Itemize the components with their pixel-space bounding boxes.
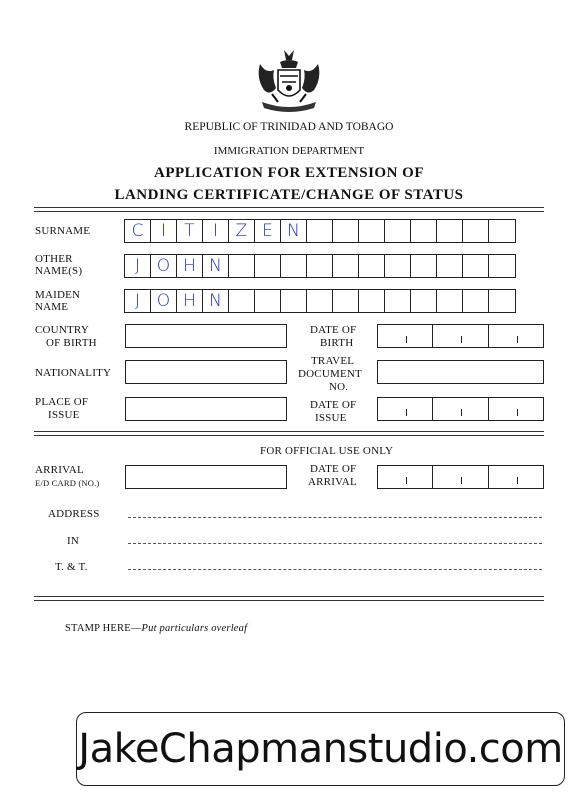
- date-of-birth-field[interactable]: [377, 324, 544, 348]
- date-of-issue-field[interactable]: [377, 397, 544, 421]
- other-names-label-2: NAME(S): [35, 265, 83, 277]
- letter-cell[interactable]: [437, 220, 463, 242]
- date-of-arrival-field[interactable]: [377, 465, 544, 489]
- divider-middle-2: [34, 435, 544, 436]
- letter-cell[interactable]: O: [151, 255, 177, 277]
- letter-cell[interactable]: [307, 290, 333, 312]
- travel-document-label-2: DOCUMENT: [298, 368, 362, 380]
- letter-cell[interactable]: [281, 255, 307, 277]
- place-of-issue-label-1: PLACE OF: [35, 396, 89, 408]
- letter-cell[interactable]: [411, 220, 437, 242]
- letter-cell[interactable]: J: [125, 255, 151, 277]
- date-of-arrival-label-1: DATE OF: [310, 463, 357, 475]
- travel-document-label-1: TRAVEL: [311, 355, 355, 367]
- country-of-birth-label-2: OF BIRTH: [46, 337, 97, 349]
- other-names-field[interactable]: [124, 254, 516, 278]
- letter-cell[interactable]: N: [203, 255, 229, 277]
- tt-label: T. & T.: [55, 561, 88, 573]
- coat-of-arms-emblem: [252, 48, 326, 114]
- address-line[interactable]: [128, 517, 542, 518]
- divider-bottom-2: [34, 600, 544, 601]
- divider-bottom: [34, 596, 544, 597]
- country-of-birth-field[interactable]: [125, 324, 287, 348]
- official-use-heading: FOR OFFICIAL USE ONLY: [260, 445, 394, 457]
- letter-cell[interactable]: [463, 290, 489, 312]
- tt-line[interactable]: [128, 569, 542, 570]
- letter-cell[interactable]: [307, 255, 333, 277]
- surname-label: SURNAME: [35, 225, 91, 237]
- letter-cell[interactable]: Z: [229, 220, 255, 242]
- letter-cell[interactable]: J: [125, 290, 151, 312]
- maiden-name-field[interactable]: [124, 289, 516, 313]
- letter-cell[interactable]: H: [177, 290, 203, 312]
- letter-cell[interactable]: [333, 220, 359, 242]
- date-of-issue-label-1: DATE OF: [310, 399, 357, 411]
- letter-cell[interactable]: E: [255, 220, 281, 242]
- letter-cell[interactable]: [255, 290, 281, 312]
- form-title-line2: LANDING CERTIFICATE/CHANGE OF STATUS: [114, 187, 464, 203]
- letter-cell[interactable]: [229, 255, 255, 277]
- letter-cell[interactable]: [359, 255, 385, 277]
- travel-document-field[interactable]: [377, 360, 544, 384]
- letter-cell[interactable]: [385, 290, 411, 312]
- letter-cell[interactable]: [333, 290, 359, 312]
- watermark-text: JakeChapmanstudio.com: [78, 726, 563, 772]
- stamp-instruction: [65, 622, 247, 635]
- in-line[interactable]: [128, 543, 542, 544]
- arrival-card-field[interactable]: [125, 465, 287, 489]
- travel-document-label-3: NO.: [329, 381, 349, 393]
- letter-cell[interactable]: [489, 255, 515, 277]
- date-of-arrival-label-2: ARRIVAL: [308, 476, 357, 488]
- nationality-field[interactable]: [125, 360, 287, 384]
- letter-cell[interactable]: [333, 255, 359, 277]
- letter-cell[interactable]: [411, 290, 437, 312]
- in-label: IN: [67, 535, 80, 547]
- letter-cell[interactable]: [281, 290, 307, 312]
- letter-cell[interactable]: [385, 255, 411, 277]
- letter-cell[interactable]: N: [203, 290, 229, 312]
- surname-field[interactable]: [124, 219, 516, 243]
- maiden-name-label-1: MAIDEN: [35, 289, 81, 301]
- letter-cell[interactable]: [489, 220, 515, 242]
- ed-card-label: E/D CARD (NO.): [35, 478, 100, 488]
- letter-cell[interactable]: [489, 290, 515, 312]
- stamp-label: STAMP HERE—: [65, 623, 142, 634]
- letter-cell[interactable]: [359, 290, 385, 312]
- other-names-label-1: OTHER: [35, 253, 73, 265]
- letter-cell[interactable]: [359, 220, 385, 242]
- letter-cell[interactable]: I: [203, 220, 229, 242]
- divider-top-2: [34, 211, 544, 212]
- republic-heading: REPUBLIC OF TRINIDAD AND TOBAGO: [184, 121, 394, 133]
- letter-cell[interactable]: [255, 255, 281, 277]
- place-of-issue-field[interactable]: [125, 397, 287, 421]
- letter-cell[interactable]: [463, 220, 489, 242]
- letter-cell[interactable]: [463, 255, 489, 277]
- divider-middle: [34, 431, 544, 432]
- letter-cell[interactable]: N: [281, 220, 307, 242]
- letter-cell[interactable]: C: [125, 220, 151, 242]
- place-of-issue-label-2: ISSUE: [48, 409, 80, 421]
- letter-cell[interactable]: O: [151, 290, 177, 312]
- letter-cell[interactable]: T: [177, 220, 203, 242]
- date-of-birth-label-2: BIRTH: [320, 337, 354, 349]
- address-label: ADDRESS: [48, 508, 100, 520]
- date-of-birth-label-1: DATE OF: [310, 324, 357, 336]
- letter-cell[interactable]: [229, 290, 255, 312]
- nationality-label: NATIONALITY: [35, 367, 112, 379]
- watermark-banner: [76, 712, 565, 786]
- letter-cell[interactable]: H: [177, 255, 203, 277]
- form-title-line1: APPLICATION FOR EXTENSION OF: [154, 165, 424, 181]
- maiden-name-label-2: NAME: [35, 301, 69, 313]
- department-heading: IMMIGRATION DEPARTMENT: [213, 145, 365, 157]
- letter-cell[interactable]: [411, 255, 437, 277]
- letter-cell[interactable]: [437, 255, 463, 277]
- letter-cell[interactable]: [307, 220, 333, 242]
- divider-top: [34, 207, 544, 208]
- country-of-birth-label-1: COUNTRY: [35, 324, 89, 336]
- stamp-italic-text: Put particulars overleaf: [141, 623, 248, 634]
- letter-cell[interactable]: I: [151, 220, 177, 242]
- letter-cell[interactable]: [437, 290, 463, 312]
- arrival-label: ARRIVAL: [35, 464, 84, 476]
- date-of-issue-label-2: ISSUE: [315, 412, 347, 424]
- letter-cell[interactable]: [385, 220, 411, 242]
